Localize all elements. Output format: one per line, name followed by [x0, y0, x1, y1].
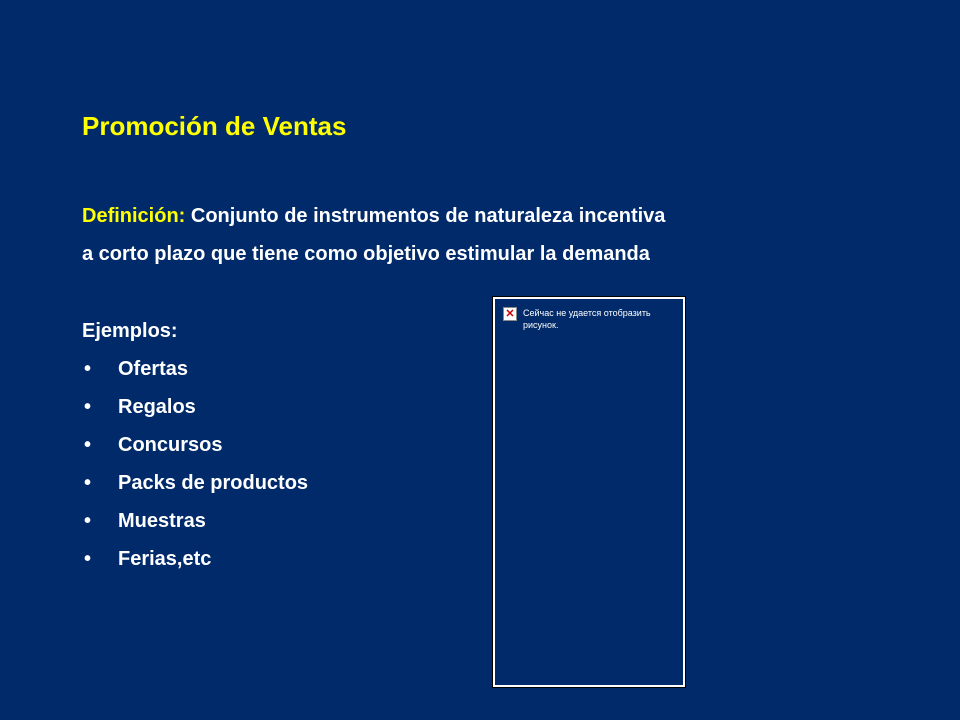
- list-item: [82, 464, 308, 502]
- example-label: Concursos: [118, 434, 223, 456]
- image-error-message: Сейчас не удается отобразить рисунок.: [523, 308, 651, 330]
- definition-text: [82, 197, 902, 273]
- list-item: [82, 502, 308, 540]
- broken-image-icon: ✕: [503, 307, 517, 321]
- bullet-icon: •: [84, 358, 92, 380]
- example-label: Packs de productos: [118, 472, 309, 494]
- definition-line-1: Conjunto de instrumentos de naturaleza incentiva: [185, 205, 666, 227]
- bullet-icon: •: [84, 510, 92, 532]
- bullet-icon: •: [84, 396, 92, 418]
- list-item: [82, 540, 308, 578]
- example-label: Regalos: [118, 396, 196, 418]
- example-label: Ofertas: [118, 358, 189, 380]
- definition-line-2: a corto plazo que tiene como objetivo estimular la demanda: [82, 243, 650, 265]
- list-item: [82, 388, 308, 426]
- bullet-icon: •: [84, 548, 92, 570]
- examples-list: [82, 350, 308, 578]
- bullet-icon: •: [84, 434, 92, 456]
- image-placeholder: [493, 297, 685, 687]
- example-label: Ferias,etc: [118, 548, 212, 570]
- examples-heading: Ejemplos:: [82, 320, 178, 342]
- list-item: [82, 426, 308, 464]
- bullet-icon: •: [84, 472, 92, 494]
- list-item: [82, 350, 308, 388]
- definition-label: Definición:: [82, 205, 186, 227]
- slide-title: Promoción de Ventas: [82, 111, 347, 141]
- example-label: Muestras: [118, 510, 206, 532]
